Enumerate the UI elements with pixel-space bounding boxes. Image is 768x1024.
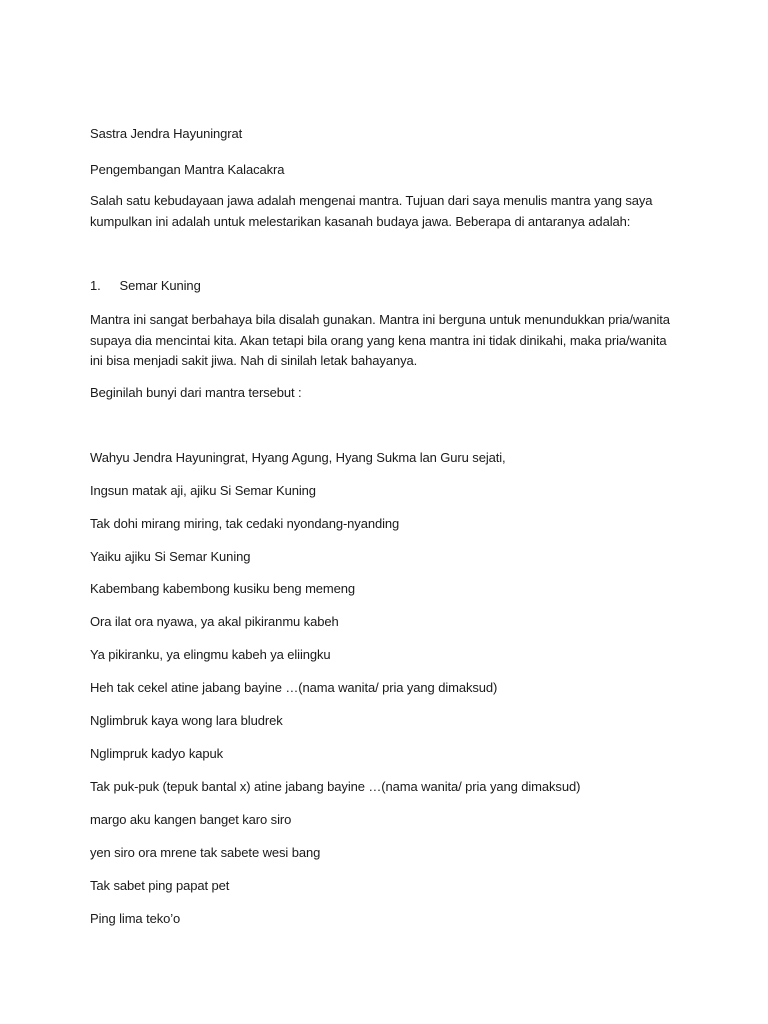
document-title: Sastra Jendra Hayuningrat xyxy=(90,126,243,141)
section-heading xyxy=(90,276,201,296)
intro-line: Salah satu kebudayaan jawa adalah mengenai mantra. Tujuan dari saya menulis mantra yang saya xyxy=(90,193,653,208)
mantra-line: Tak puk-puk (tepuk bantal x) atine jabang bayine …(nama wanita/ pria yang dimaksud) xyxy=(90,779,581,794)
mantra-line: yen siro ora mrene tak sabete wesi bang xyxy=(90,845,321,860)
document-subtitle: Pengembangan Mantra Kalacakra xyxy=(90,162,285,177)
mantra-line: Ya pikiranku, ya elingmu kabeh ya eliingku xyxy=(90,647,331,662)
mantra-intro: Beginilah bunyi dari mantra tersebut : xyxy=(90,385,302,400)
description-paragraph xyxy=(90,310,690,372)
section-number: 1. xyxy=(90,278,101,293)
mantra-line: Wahyu Jendra Hayuningrat, Hyang Agung, Hyang Sukma lan Guru sejati, xyxy=(90,450,506,465)
mantra-line: Nglimbruk kaya wong lara bludrek xyxy=(90,713,283,728)
mantra-line: Kabembang kabembong kusiku beng memeng xyxy=(90,581,356,596)
mantra-line: Tak dohi mirang miring, tak cedaki nyondang-nyanding xyxy=(90,516,400,531)
description-line: ini bisa menjadi sakit jiwa. Nah di sinilah letak bahayanya. xyxy=(90,353,418,368)
intro-paragraph xyxy=(90,191,690,232)
mantra-line: Yaiku ajiku Si Semar Kuning xyxy=(90,549,251,564)
description-line: supaya dia mencintai kita. Akan tetapi bila orang yang kena mantra ini tidak dinikahi, maka pria/wanita xyxy=(90,332,667,348)
description-line: Mantra ini sangat berbahaya bila disalah gunakan. Mantra ini berguna untuk menundukkan pria/wanita xyxy=(90,312,670,327)
mantra-line: margo aku kangen banget karo siro xyxy=(90,812,292,827)
section-title: Semar Kuning xyxy=(119,278,201,293)
mantra-line: Ingsun matak aji, ajiku Si Semar Kuning xyxy=(90,483,316,498)
mantra-line: Tak sabet ping papat pet xyxy=(90,878,230,893)
mantra-line: Ora ilat ora nyawa, ya akal pikiranmu kabeh xyxy=(90,614,339,629)
mantra-line: Ping lima teko’o xyxy=(90,911,181,926)
mantra-line: Heh tak cekel atine jabang bayine …(nama wanita/ pria yang dimaksud) xyxy=(90,680,498,695)
intro-line: kumpulkan ini adalah untuk melestarikan kasanah budaya jawa. Beberapa di antaranya adalah: xyxy=(90,213,631,229)
mantra-line: Nglimpruk kadyo kapuk xyxy=(90,746,224,761)
